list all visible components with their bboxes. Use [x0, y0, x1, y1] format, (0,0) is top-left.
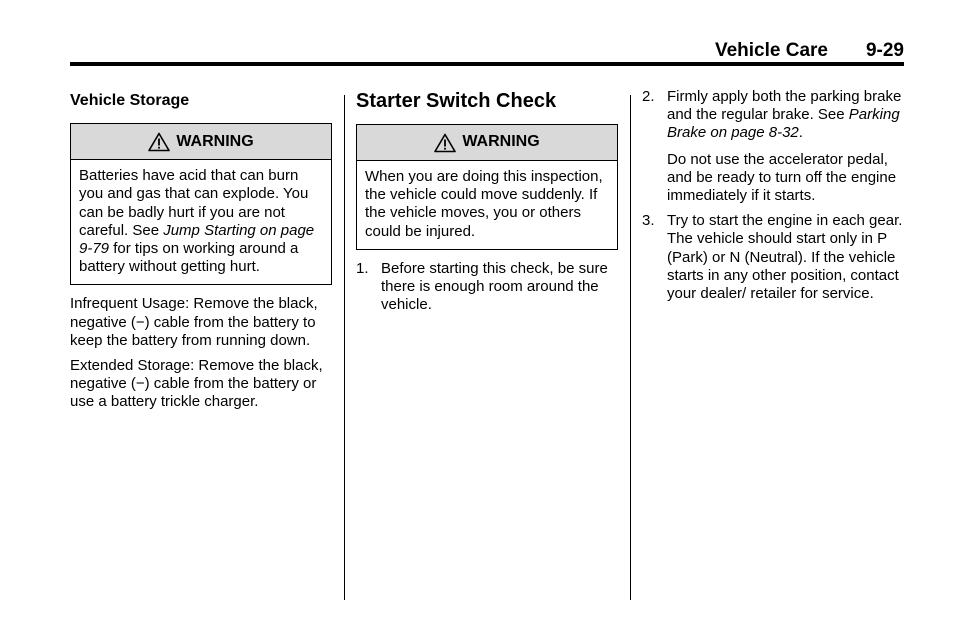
page-header	[70, 40, 904, 62]
column-3	[642, 88, 904, 311]
column-divider-1	[344, 95, 345, 600]
step-text: Before starting this check, be sure there is enough room around the vehicle.	[381, 259, 608, 314]
warning-header	[357, 125, 617, 161]
vehicle-storage-heading: Vehicle Storage	[70, 92, 190, 109]
step-number: 2.	[642, 88, 655, 105]
step-text: Try to start the engine in each gear. The vehicle should start only in P (Park) or N (Neutral). If the vehicle starts in any other position, contact your dealer/ retailer for service.	[667, 212, 903, 303]
section-title: Vehicle Care	[714, 40, 828, 61]
page-number: 9-29	[865, 40, 904, 61]
column-2	[356, 88, 618, 322]
warning-icon	[434, 133, 456, 153]
starter-warning-box	[356, 124, 618, 250]
step-note: Do not use the accelerator pedal, and be ready to turn off the engine immediately if it starts.	[667, 150, 897, 205]
step-text: Firmly apply both the parking brake and the regular brake. See	[667, 88, 902, 124]
column-1	[70, 88, 332, 419]
steps-list	[356, 260, 618, 315]
step-number: 3.	[642, 212, 655, 230]
steps-list-continued	[642, 88, 904, 143]
column-divider-2	[630, 95, 631, 600]
warning-body: When you are doing this inspection, the vehicle could move suddenly. If the vehicle moves, you or others could be injured.	[365, 168, 603, 240]
jump-starting-reference: Jump Starting on page 9-79	[79, 221, 315, 258]
parking-brake-reference: Parking Brake on page 8-32	[667, 106, 900, 142]
warning-title: WARNING	[176, 132, 254, 150]
infrequent-usage-paragraph: Infrequent Usage: Remove the black, negative (−) cable from the battery to keep the battery from running down.	[70, 295, 318, 349]
warning-body	[71, 160, 331, 284]
starter-switch-heading: Starter Switch Check	[356, 90, 557, 112]
battery-warning-box	[70, 123, 332, 285]
list-item	[642, 212, 904, 303]
step-text-end: .	[798, 124, 803, 142]
warning-icon	[148, 132, 170, 152]
header-rule	[70, 62, 904, 66]
steps-list-continued-2	[642, 212, 904, 303]
warning-text-end: for tips on working around a battery without getting hurt.	[79, 240, 299, 276]
step-number: 1.	[356, 259, 369, 277]
warning-text: Batteries have acid that can burn you and gas that can explode. You can be badly hurt if you are not careful. See	[79, 167, 309, 239]
list-item	[642, 88, 904, 143]
warning-header	[71, 124, 331, 160]
extended-storage-paragraph: Extended Storage: Remove the black, negative (−) cable from the battery or use a battery trickle charger.	[70, 357, 323, 411]
list-item	[356, 260, 618, 315]
warning-title: WARNING	[462, 133, 540, 151]
